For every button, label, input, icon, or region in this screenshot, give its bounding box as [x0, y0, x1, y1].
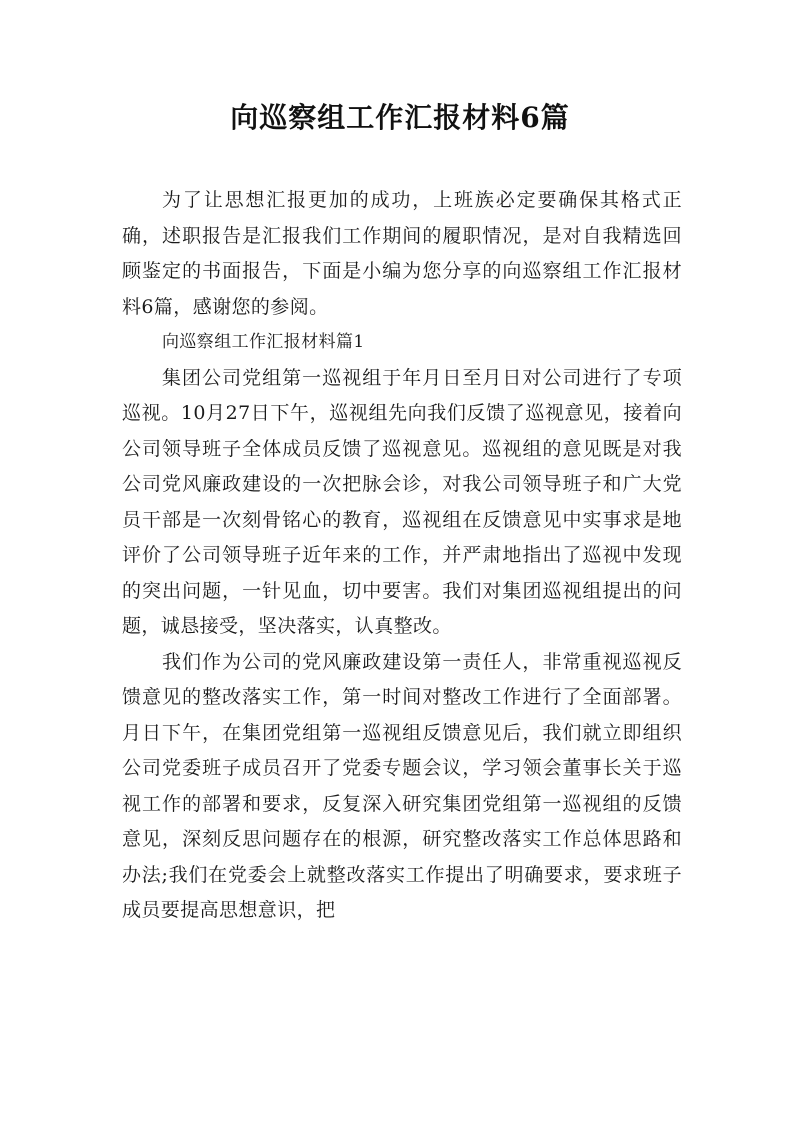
section-heading: 向巡察组工作汇报材料篇1	[162, 332, 365, 352]
body-paragraph: 集团公司党组第一巡视组于年月日至月日对公司进行了专项巡视。10月27日下午，巡视组先向我们反馈了巡视意见，接着向公司领导班子全体成员反馈了巡视意见。巡视组的意见既是对我公司党风廉政建设的一次把脉会诊，对我公司领导班子和广大党员干部是一次刻骨铭心的教育，巡视组在反馈意见中实事求是地评价了公司领导班子近年来的工作，并严肃地指出了巡视中发现的突出问题，一针见血，切中要害。我们对集团巡视组提出的问题，诚恳接受，坚决落实，认真整改。	[122, 366, 682, 637]
intro-paragraph: 为了让思想汇报更加的成功，上班族必定要确保其格式正确，述职报告是汇报我们工作期间的履职情况，是对自我精选回顾鉴定的书面报告，下面是小编为您分享的向巡察组工作汇报材料6篇，感谢您的参阅。	[122, 189, 682, 318]
document-body	[122, 183, 682, 929]
document-title: 向巡察组工作汇报材料6篇	[230, 101, 570, 134]
body-paragraph: 我们作为公司的党风廉政建设第一责任人，非常重视巡视反馈意见的整改落实工作，第一时间对整改工作进行了全面部署。月日下午，在集团党组第一巡视组反馈意见后，我们就立即组织公司党委班子成员召开了党委专题会议，学习领会董事长关于巡视工作的部署和要求，反复深入研究集团党组第一巡视组的反馈意见，深刻反思问题存在的根源，研究整改落实工作总体思路和办法;我们在党委会上就整改落实工作提出了明确要求，要求班子成员要提高思想意识，把	[122, 650, 682, 921]
